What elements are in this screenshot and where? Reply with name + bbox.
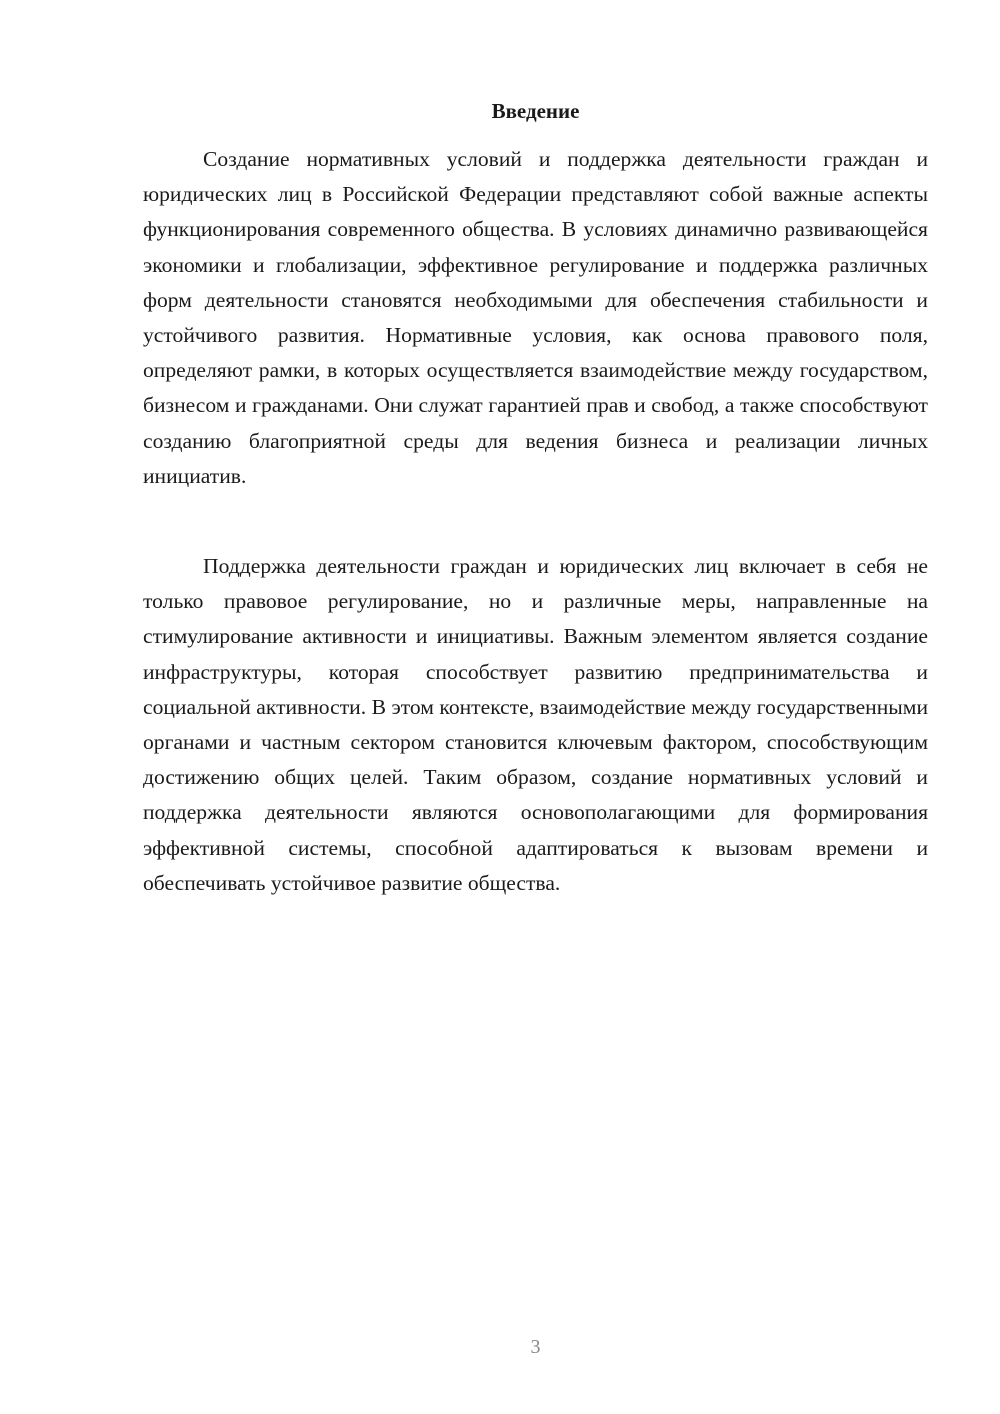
section-title: Введение xyxy=(491,99,580,123)
page-number: 3 xyxy=(530,1336,541,1358)
paragraph-2: Поддержка деятельности граждан и юридических лиц включает в себя не только правовое регулирование, но и различные меры, направленные на стимулирование активности и инициативы. Важным элементом является создание инфраструктуры, которая способствует развитию предпринимательства и социальной активности. В этом контексте, взаимодействие между государственными органами и частным сектором становится ключевым фактором, способствующим достижению общих целей. Таким образом, создание нормативных условий и поддержка деятельности являются основополагающими для формирования эффективной системы, способной адаптироваться к вызовам времени и обеспечивать устойчивое развитие общества. xyxy=(143,554,928,895)
paragraph-1: Создание нормативных условий и поддержка деятельности граждан и юридических лиц в Российской Федерации представляют собой важные аспекты функционирования современного общества. В условиях динамично развивающейся экономики и глобализации, эффективное регулирование и поддержка различных форм деятельности становятся необходимыми для обеспечения стабильности и устойчивого развития. Нормативные условия, как основа правового поля, определяют рамки, в которых осуществляется взаимодействие между государством, бизнесом и гражданами. Они служат гарантией прав и свобод, а также способствуют созданию благоприятной среды для ведения бизнеса и реализации личных инициатив. xyxy=(143,147,928,488)
